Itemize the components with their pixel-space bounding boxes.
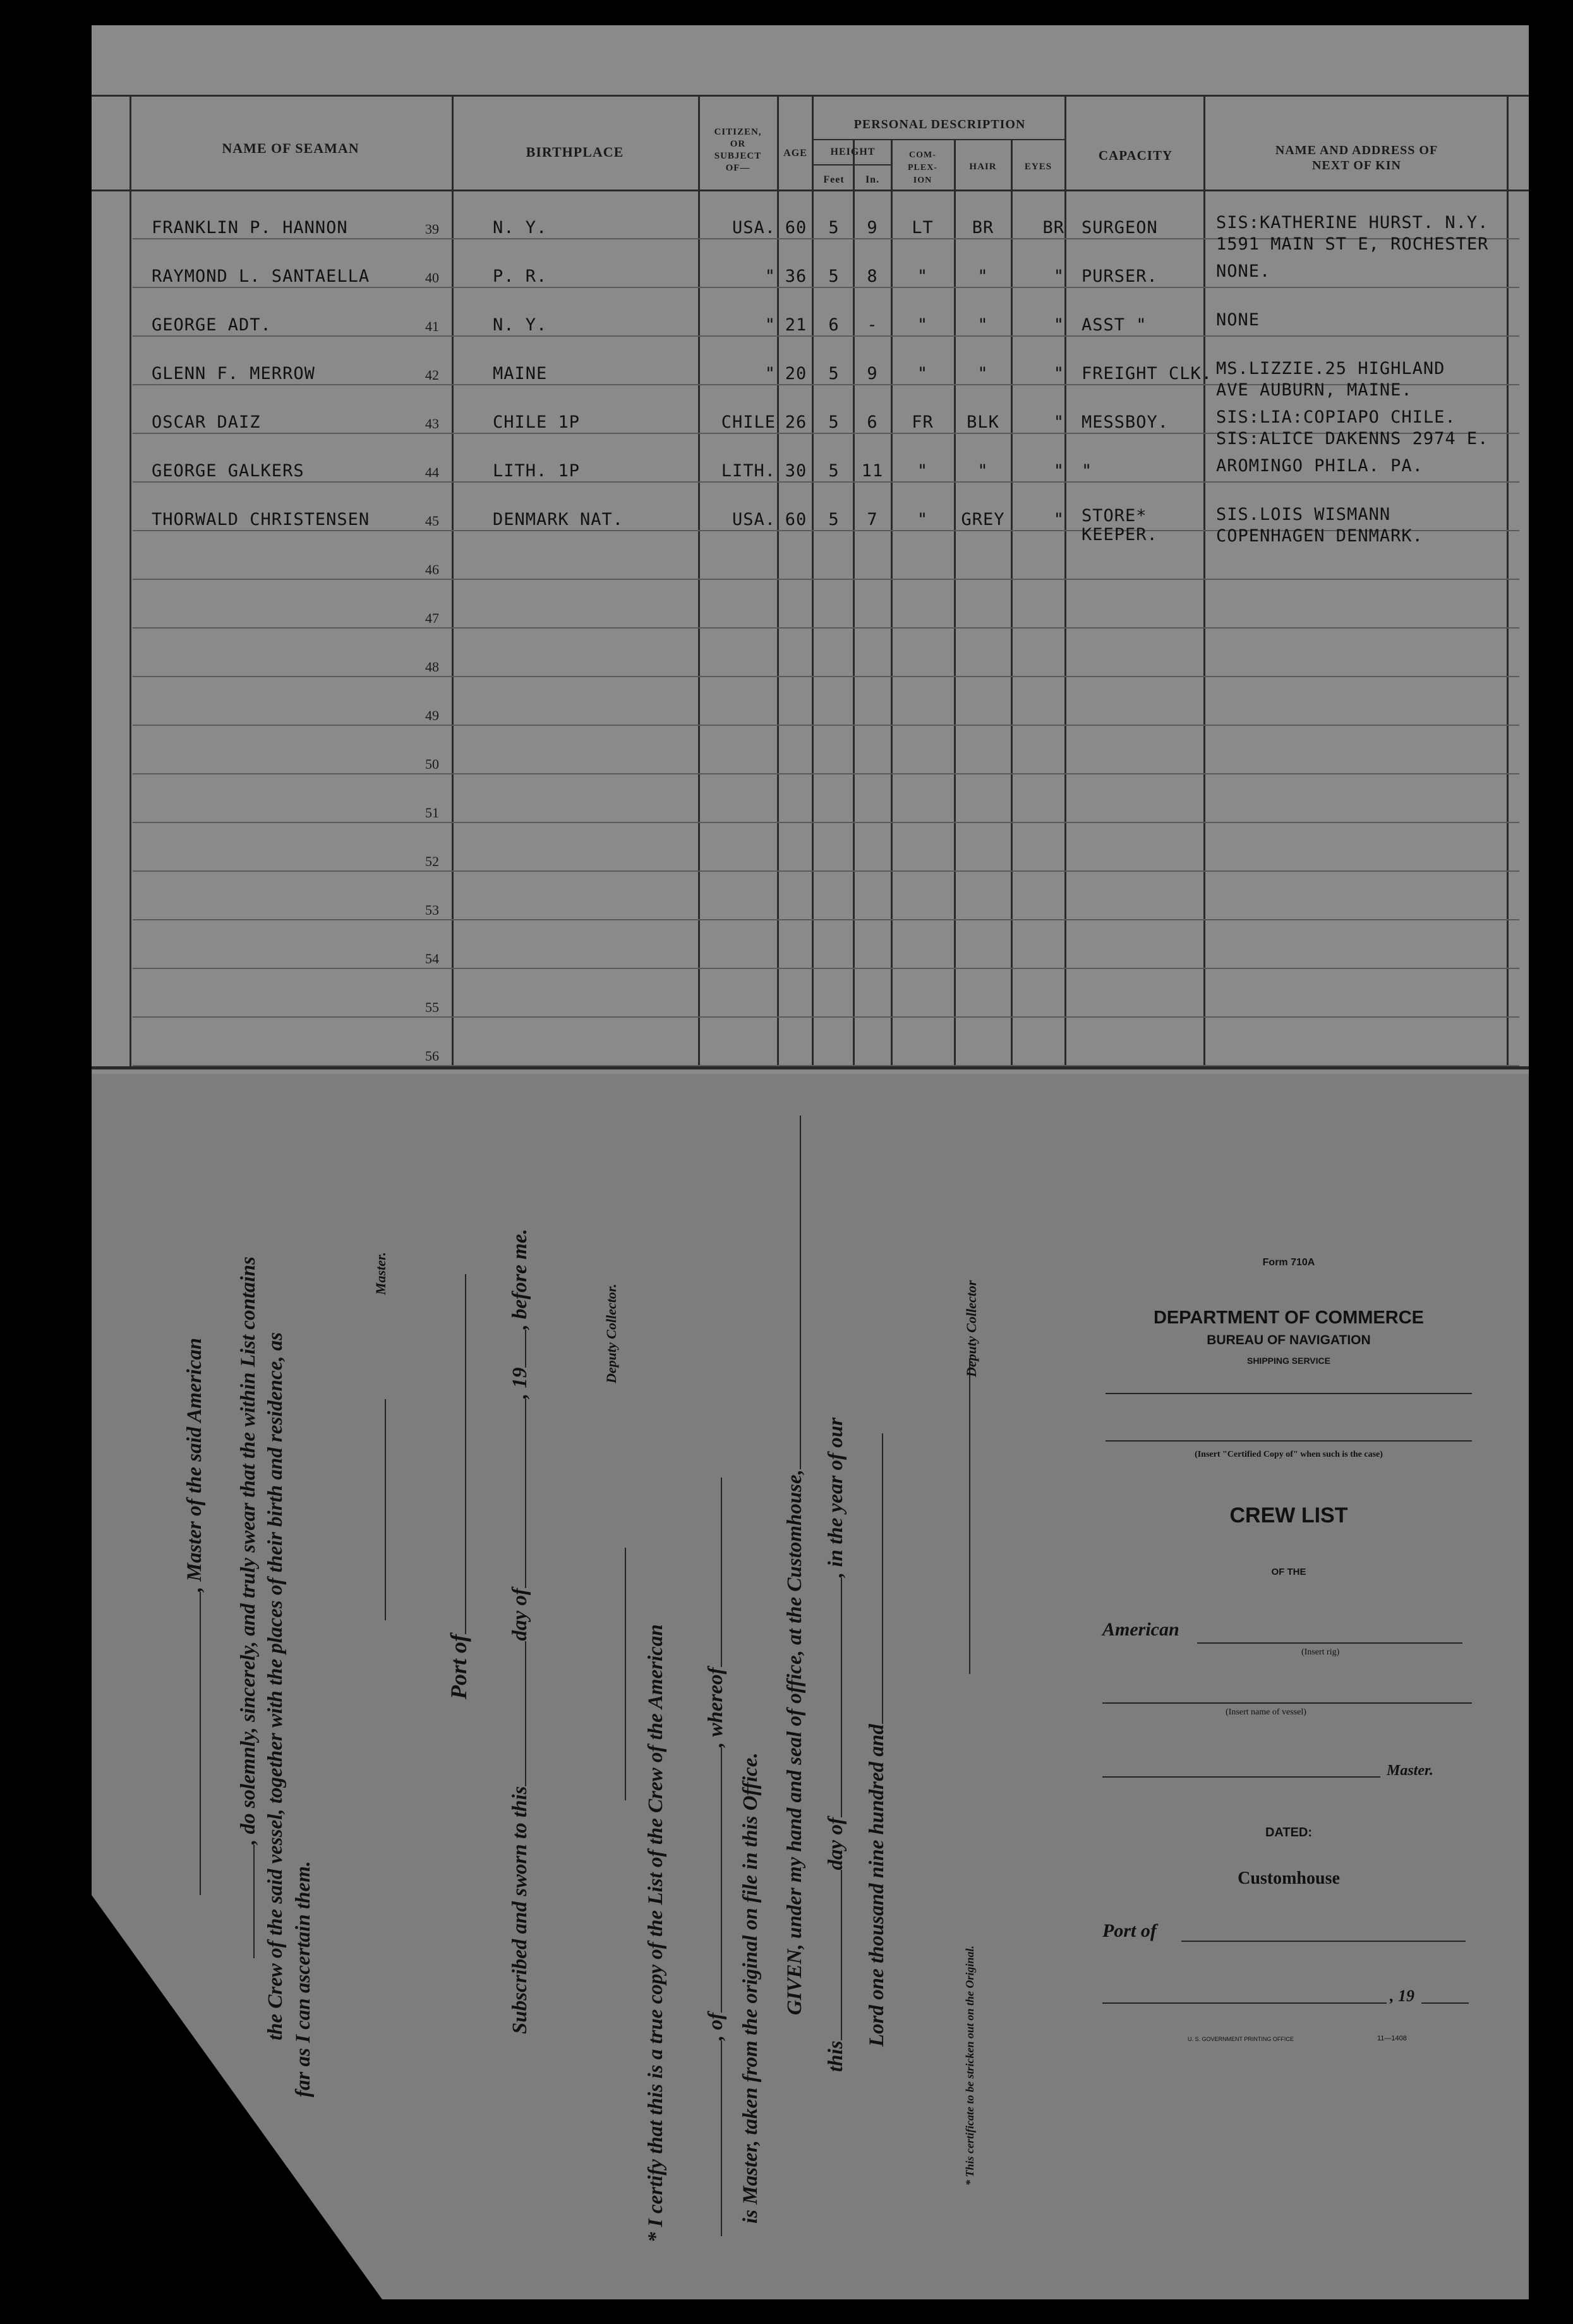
col-rule [1203, 95, 1205, 1068]
row-rule [133, 676, 1519, 677]
cell-feet: 5 [828, 412, 840, 432]
of-the: OF THE [1271, 1567, 1306, 1577]
cell-name: OSCAR DAIZ [152, 412, 261, 432]
master-label: Master. [373, 1252, 389, 1295]
port-of-label: Port of [1102, 1920, 1157, 1941]
cell-age: 26 [785, 412, 807, 432]
row-rule [133, 287, 1519, 288]
form-number: Form 710A [1262, 1257, 1315, 1268]
cell-hair: " [977, 315, 989, 335]
row-number: 50 [425, 756, 439, 772]
cell-feet: 5 [828, 218, 840, 238]
cell-complexion: " [917, 315, 929, 335]
cell-feet: 5 [828, 364, 840, 383]
port-of: Port of [445, 1274, 472, 1699]
cell-kin-line-1: MS.LIZZIE.25 HIGHLAND [1216, 359, 1445, 378]
cell-kin-line-2: COPENHAGEN DENMARK. [1216, 526, 1423, 546]
cell-in: 7 [867, 510, 878, 529]
oath-line-3: the Crew of the said vessel, together with the places of their birth and residence, as [264, 1332, 287, 2040]
col-rule [452, 95, 454, 1068]
cell-birthplace: N. Y. [493, 315, 548, 335]
cell-birthplace: N. Y. [493, 218, 548, 238]
cell-in: 11 [861, 461, 884, 481]
cell-eyes: " [1053, 510, 1064, 529]
cell-citizen: USA. [732, 510, 776, 529]
cell-kin-line-1: AROMINGO PHILA. PA. [1216, 456, 1423, 476]
cell-age: 20 [785, 364, 807, 383]
cell-complexion: " [917, 461, 929, 481]
deputy-line-1 [610, 1548, 631, 1800]
certify-line: * I certify that this is a true copy of the List of the Crew of the American [644, 1624, 667, 2243]
cell-kin-line-1: SIS.LOIS WISMANN [1216, 505, 1391, 524]
year-fill [1421, 2002, 1469, 2004]
header-inches: In. [865, 174, 880, 185]
cell-in: 6 [867, 412, 878, 432]
col-rule [698, 95, 700, 1068]
cell-in: - [867, 315, 878, 335]
row-number: 56 [425, 1048, 439, 1064]
insert-name: (Insert name of vessel) [1226, 1707, 1306, 1717]
cell-complexion: " [917, 267, 929, 286]
bureau: BUREAU OF NAVIGATION [1207, 1333, 1371, 1347]
cell-in: 9 [867, 218, 878, 238]
row-rule [133, 481, 1519, 483]
cell-eyes: " [1053, 267, 1064, 286]
cell-eyes: " [1053, 364, 1064, 383]
col-rule [130, 95, 131, 1068]
service: SHIPPING SERVICE [1246, 1356, 1330, 1366]
cell-age: 36 [785, 267, 807, 286]
row-rule [133, 1065, 1519, 1066]
cell-citizen: " [764, 315, 776, 335]
col-rule [1064, 95, 1066, 1068]
cell-name: GEORGE GALKERS [152, 461, 304, 481]
cell-birthplace: P. R. [493, 267, 548, 286]
personal-rule [812, 139, 1064, 140]
master-original-line: is Master, taken from the original on file in this Office. [739, 1752, 762, 2224]
cell-eyes: " [1053, 412, 1064, 432]
cell-capacity: MESSBOY. [1082, 412, 1169, 432]
cell-capacity: STORE* KEEPER. [1082, 506, 1158, 545]
header-feet: Feet [823, 174, 845, 185]
height-rule [812, 164, 891, 166]
row-rule [133, 627, 1519, 629]
cell-hair: GREY [961, 510, 1005, 529]
cell-eyes: " [1053, 461, 1064, 481]
row-number: 39 [425, 221, 439, 237]
cell-feet: 5 [828, 461, 840, 481]
header-eyes: EYES [1024, 162, 1052, 172]
row-number: 54 [425, 951, 439, 966]
vessel-line [1102, 1702, 1472, 1704]
year-label: , 19 [1390, 1987, 1414, 2005]
cell-feet: 5 [828, 267, 840, 286]
oath-line-4: far as I can ascertain them. [292, 1860, 315, 2097]
header-name: NAME OF SEAMAN [222, 140, 359, 156]
cell-kin-line-1: NONE. [1216, 262, 1271, 281]
certified-line [1106, 1440, 1472, 1442]
crew-list-title: CREW LIST [1229, 1503, 1348, 1527]
deputy-label-2: Deputy Collector [963, 1280, 979, 1377]
cell-birthplace: DENMARK NAT. [493, 510, 624, 529]
cell-age: 21 [785, 315, 807, 335]
rig-line [1197, 1642, 1462, 1644]
row-rule [133, 773, 1519, 774]
row-rule [133, 335, 1519, 337]
header-personal: PERSONAL DESCRIPTION [853, 117, 1026, 131]
cell-feet: 5 [828, 510, 840, 529]
this-day-line: thisday of, in the year of our [824, 1418, 847, 2072]
row-number: 49 [425, 707, 439, 723]
cell-capacity: PURSER. [1082, 267, 1158, 286]
cell-complexion: LT [912, 218, 934, 238]
cell-name: FRANKLIN P. HANNON [152, 218, 348, 238]
cell-kin-line-2: SIS:ALICE DAKENNS 2974 E. [1216, 429, 1489, 449]
header-kin: NAME AND ADDRESS OF NEXT OF KIN [1275, 143, 1438, 172]
oath-line-2: , do solemnly, sincerely, and truly swear that the within List contains [237, 1256, 260, 1958]
cell-capacity: FREIGHT CLK. [1082, 364, 1213, 383]
cell-citizen: USA. [732, 218, 776, 238]
row-number: 47 [425, 610, 439, 626]
row-number: 52 [425, 853, 439, 869]
insert-certified: (Insert "Certified Copy of" when such is the case) [1195, 1450, 1383, 1459]
row-number: 44 [425, 464, 439, 480]
cell-name: THORWALD CHRISTENSEN [152, 510, 370, 529]
row-number: 51 [425, 805, 439, 821]
header-capacity: CAPACITY [1098, 148, 1173, 163]
row-number: 55 [425, 999, 439, 1015]
col-rule [812, 95, 814, 1068]
header-birthplace: BIRTHPLACE [526, 144, 624, 160]
cell-complexion: FR [912, 412, 934, 432]
american-label: American [1102, 1619, 1179, 1640]
cell-citizen: " [764, 267, 776, 286]
row-rule [133, 870, 1519, 872]
cell-hair: BR [972, 218, 994, 238]
customhouse: Customhouse [1238, 1869, 1340, 1888]
cell-age: 30 [785, 461, 807, 481]
cell-hair: BLK [967, 412, 999, 432]
dated: DATED: [1265, 1826, 1313, 1839]
row-rule [133, 822, 1519, 823]
row-rule [133, 579, 1519, 580]
cell-capacity: ASST " [1082, 315, 1147, 335]
row-number: 41 [425, 318, 439, 334]
header-complexion: COM- PLEX- ION [908, 150, 937, 185]
table-top-rule [92, 95, 1529, 97]
deputy-label-1: Deputy Collector. [603, 1284, 619, 1383]
date-fill [1102, 2002, 1387, 2004]
subscribed-line: Subscribed and sworn to thisday of, 19, before me. [509, 1229, 531, 2034]
of-whereof-line: , of, whereof [704, 1478, 728, 2237]
cell-in: 9 [867, 364, 878, 383]
cover-master: Master. [1387, 1762, 1434, 1779]
deputy-line-2 [954, 1358, 975, 1674]
table-bottom-rule [92, 1066, 1529, 1069]
row-rule [133, 919, 1519, 920]
cell-kin-line-1: SIS:KATHERINE HURST. N.Y. [1216, 213, 1489, 232]
cell-hair: " [977, 364, 989, 383]
header-bottom-rule [92, 190, 1529, 191]
port-fill [1181, 1941, 1466, 1942]
header-height: HEIGHT [830, 147, 876, 157]
blank-line [1106, 1393, 1472, 1394]
row-rule [133, 1016, 1519, 1018]
cover-panel [1099, 1257, 1478, 2179]
master-fill [1102, 1776, 1380, 1778]
footnote: * This certificate to be stricken out on the Original. [963, 1945, 976, 2186]
cell-in: 8 [867, 267, 878, 286]
row-number: 45 [425, 513, 439, 529]
cell-eyes: BR [1042, 218, 1064, 238]
col-rule [1507, 95, 1509, 1068]
cell-name: RAYMOND L. SANTAELLA [152, 267, 370, 286]
form-code: 11—1408 [1377, 2035, 1407, 2042]
cell-complexion: " [917, 364, 929, 383]
cell-eyes: " [1053, 315, 1064, 335]
cell-capacity: " [1082, 461, 1093, 481]
cell-birthplace: CHILE 1P [493, 412, 581, 432]
header-citizen: CITIZEN, OR SUBJECT OF— [714, 127, 762, 173]
cell-hair: " [977, 461, 989, 481]
cell-complexion: " [917, 510, 929, 529]
master-line [370, 1399, 391, 1620]
cell-capacity: SURGEON [1082, 218, 1158, 238]
given-line: GIVEN, under my hand and seal of office, at the Customhouse, [783, 1116, 807, 2015]
cell-feet: 6 [828, 315, 840, 335]
cell-hair: " [977, 267, 989, 286]
cell-birthplace: LITH. 1P [493, 461, 581, 481]
row-rule [133, 725, 1519, 726]
cell-kin-line-1: SIS:LIA:COPIAPO CHILE. [1216, 407, 1456, 427]
cell-citizen: CHILE [721, 412, 776, 432]
cell-name: GEORGE ADT. [152, 315, 272, 335]
cell-birthplace: MAINE [493, 364, 548, 383]
cell-citizen: " [764, 364, 776, 383]
row-number: 46 [425, 562, 439, 577]
cell-kin-line-1: NONE [1216, 310, 1260, 330]
row-number: 42 [425, 367, 439, 383]
printer: U. S. GOVERNMENT PRINTING OFFICE [1188, 2036, 1294, 2042]
oath-line-1: , Master of the said American [183, 1338, 207, 1895]
department: DEPARTMENT OF COMMERCE [1153, 1308, 1424, 1328]
row-rule [133, 968, 1519, 969]
insert-rig: (Insert rig) [1301, 1647, 1340, 1657]
row-number: 43 [425, 416, 439, 431]
cell-age: 60 [785, 218, 807, 238]
row-number: 48 [425, 659, 439, 675]
col-rule [777, 95, 779, 1068]
ledger-page [92, 25, 1529, 1074]
cell-citizen: LITH. [721, 461, 776, 481]
header-hair: HAIR [969, 162, 997, 172]
header-age: AGE [783, 148, 807, 159]
cell-kin-line-2: AVE AUBURN, MAINE. [1216, 380, 1413, 400]
cell-name: GLENN F. MERROW [152, 364, 315, 383]
row-number: 40 [425, 270, 439, 286]
cell-kin-line-2: 1591 MAIN ST E, ROCHESTER [1216, 234, 1489, 254]
lord-line: Lord one thousand nine hundred and [865, 1433, 889, 2047]
cell-age: 60 [785, 510, 807, 529]
row-number: 53 [425, 902, 439, 918]
